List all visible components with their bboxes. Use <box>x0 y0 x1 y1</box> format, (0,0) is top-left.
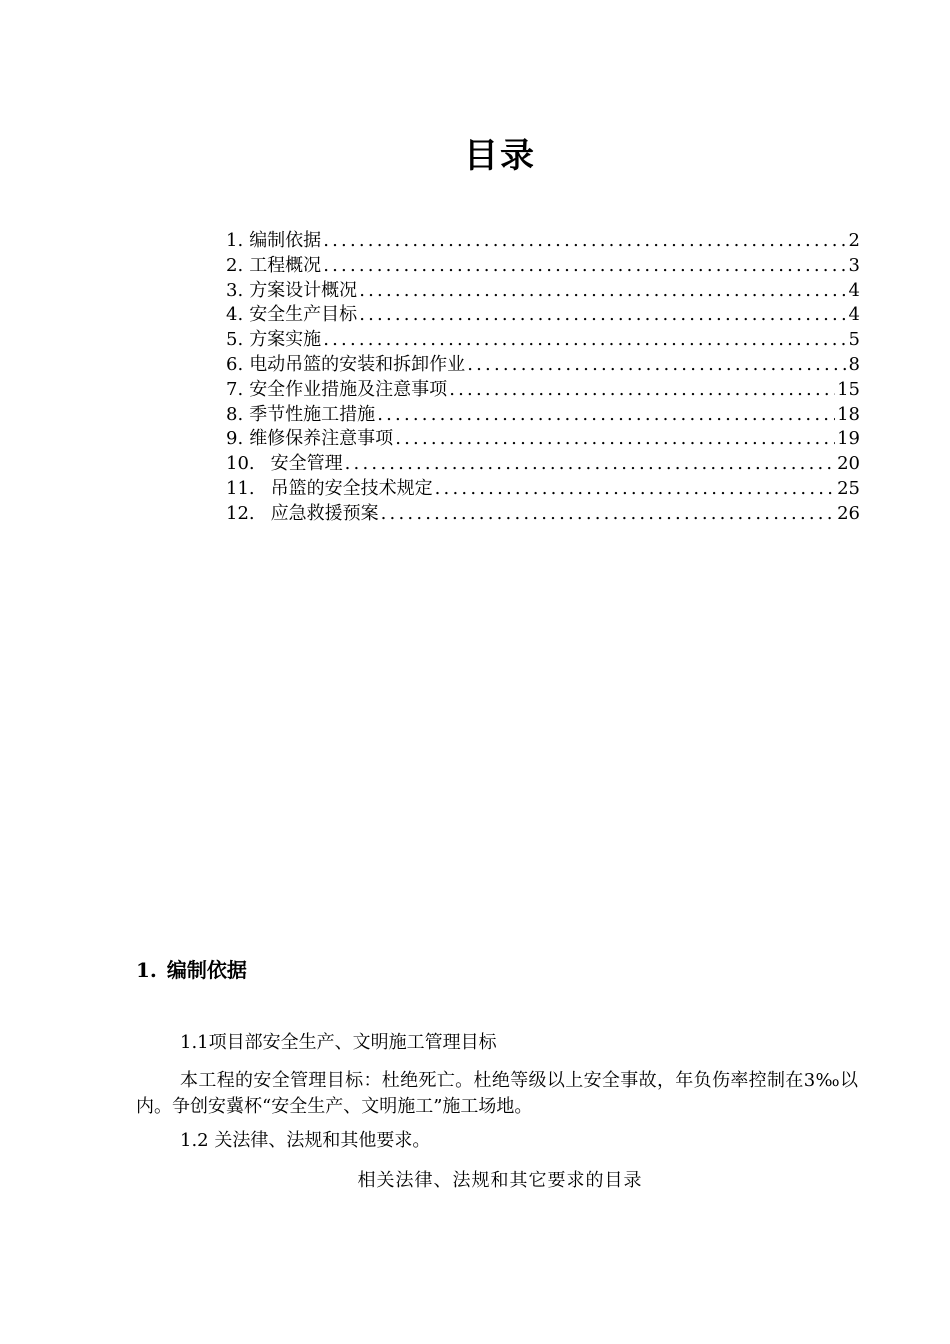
toc-entry[interactable] <box>226 325 860 350</box>
section-number: 1. <box>136 958 157 982</box>
toc-entry-number: 1. <box>226 230 244 251</box>
toc-entry-page: 15 <box>837 378 860 400</box>
toc-entry[interactable] <box>226 300 860 325</box>
toc-entry-number: 3. <box>226 279 244 301</box>
toc-entry-label: 安全生产目标 <box>249 304 358 326</box>
toc-dot-leader <box>321 230 846 251</box>
toc-entry-number: 2. <box>226 254 244 276</box>
toc-entry-number: 4. <box>226 304 244 326</box>
toc-entry-number: 9. <box>226 428 244 450</box>
toc-entry-label: 电动吊篮的安装和拆卸作业 <box>249 353 466 375</box>
toc-entry[interactable] <box>226 350 860 375</box>
toc-entry-label: 编制依据 <box>249 230 322 251</box>
toc-dot-leader <box>379 503 835 524</box>
toc-dot-leader <box>357 280 846 301</box>
toc-entry-page: 5 <box>848 329 860 350</box>
toc-entry-page: 4 <box>848 304 860 326</box>
toc-entry-page: 8 <box>848 353 860 375</box>
body-paragraph: 本工程的安全管理目标：杜绝死亡。杜绝等级以上安全事故，年负伤率控制在3‰以内。争创安冀杯“安全生产、文明施工”施工场地。 <box>136 1070 858 1117</box>
toc-dot-leader <box>465 354 846 375</box>
toc-dot-leader <box>447 379 835 400</box>
toc-dot-leader <box>357 304 846 325</box>
toc-entry-number: 7. <box>226 378 244 400</box>
toc-entry-page: 20 <box>837 453 860 474</box>
toc-entry-label: 方案实施 <box>249 329 322 350</box>
toc-entry-label: 季节性施工措施 <box>249 403 376 425</box>
section-heading <box>136 954 247 983</box>
toc-entry[interactable] <box>226 449 860 474</box>
toc-entry-label: 安全作业措施及注意事项 <box>249 378 448 400</box>
toc-dot-leader <box>321 329 846 350</box>
toc-entry[interactable] <box>226 251 860 276</box>
toc-entry-label: 工程概况 <box>249 254 322 276</box>
toc-title: 目录 <box>464 136 536 176</box>
toc-entry-label: 维修保养注意事项 <box>249 428 394 450</box>
toc-dot-leader <box>321 255 846 276</box>
toc-dot-leader <box>393 428 835 449</box>
toc-entry[interactable] <box>226 474 860 499</box>
toc-dot-leader <box>375 404 835 425</box>
toc-entry-label: 安全管理 <box>270 453 343 474</box>
toc-entry-page: 26 <box>837 502 860 524</box>
section-title: 编制依据 <box>166 958 247 982</box>
table-of-contents <box>226 226 860 524</box>
toc-entry-number: 11. <box>226 477 255 499</box>
toc-entry[interactable] <box>226 375 860 400</box>
toc-entry-page: 18 <box>837 403 860 425</box>
toc-dot-leader <box>433 478 835 499</box>
toc-entry-number: 5. <box>226 329 244 350</box>
table-caption: 相关法律、法规和其它要求的目录 <box>357 1170 643 1191</box>
toc-entry-page: 3 <box>848 254 860 276</box>
toc-entry-number: 8. <box>226 403 244 425</box>
toc-dot-leader <box>343 453 835 474</box>
toc-entry[interactable] <box>226 400 860 425</box>
toc-entry[interactable] <box>226 424 860 449</box>
toc-entry-page: 4 <box>848 279 860 301</box>
toc-entry-label: 吊篮的安全技术规定 <box>270 477 433 499</box>
toc-entry[interactable] <box>226 276 860 301</box>
toc-entry-page: 2 <box>848 230 860 251</box>
toc-entry-page: 25 <box>837 477 860 499</box>
toc-entry-number: 6. <box>226 353 244 375</box>
subsection-heading: 1.2 关法律、法规和其他要求。 <box>180 1130 431 1151</box>
toc-entry-number: 12. <box>226 502 255 524</box>
toc-entry-number: 10. <box>226 453 255 474</box>
toc-entry[interactable] <box>226 499 860 524</box>
toc-entry-page: 19 <box>837 428 860 450</box>
subsection-heading: 1.1项目部安全生产、文明施工管理目标 <box>180 1032 497 1053</box>
toc-entry-label: 应急救援预案 <box>270 502 379 524</box>
toc-entry[interactable] <box>226 226 860 251</box>
toc-entry-label: 方案设计概况 <box>249 279 358 301</box>
